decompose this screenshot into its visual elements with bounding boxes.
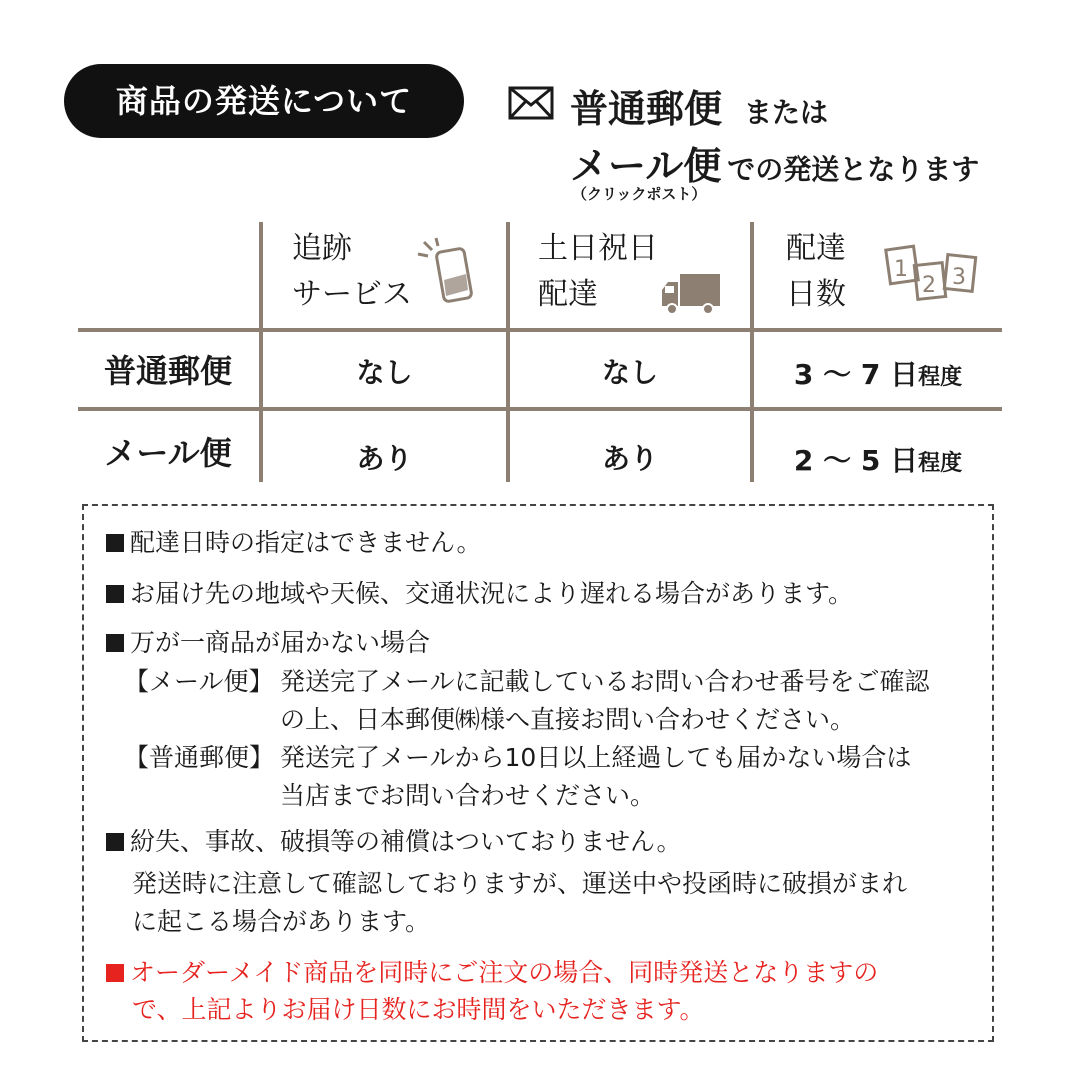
bullet-square-icon [106,534,124,552]
column-header-days: 配達 日数 [786,231,846,312]
mail-service-label: メール便 [570,144,722,188]
svg-text:2: 2 [922,273,936,298]
cell-mail-days: 2 ～ 5 日程度 [793,444,963,477]
note-not-delivered: 万が一商品が届かない場合 [106,623,430,659]
bullet-square-icon [106,634,124,652]
regular-mail-label: 普通郵便 [570,87,723,131]
numbered-cards-icon [884,238,984,304]
note-no-compensation: 紛失、事故、破損等の補償はついておりません。 [106,822,682,858]
bullet-square-icon [106,585,124,603]
note-mail-service-text1: 発送完了メールに記載しているお問い合わせ番号をご確認 [280,667,930,696]
shipping-method-line2 [570,135,979,190]
alert-square-icon [106,964,124,982]
note-custom-order-line2: で、上記よりお届け日数にお時間をいただきます。 [132,995,705,1024]
note-no-compensation-line3: に起こる場合があります。 [132,907,431,936]
column-header-tracking: 追跡 サービス [292,231,412,312]
shipping-suffix-text: での発送となります [727,153,980,186]
svg-text:1: 1 [894,257,908,282]
table-divider-h1 [78,328,1002,332]
click-post-note: （クリックポスト） [572,185,707,203]
smartphone-icon [414,236,474,306]
note-mail-service-label: 【メール便】 [124,667,274,696]
column-header-weekend: 土日祝日 配達 [538,231,658,312]
bullet-square-icon [106,833,124,851]
note-possible-delay: お届け先の地域や天候、交通状況により遅れる場合があります。 [106,574,853,610]
row-label-mail-service: メール便 [104,434,232,472]
envelope-icon [508,86,554,120]
note-custom-order: オーダーメイド商品を同時にご注文の場合、同時発送となりますの [106,953,878,989]
table-divider-h2 [78,407,1002,411]
cell-regular-tracking: なし [356,356,413,389]
truck-icon [660,272,722,316]
section-title: 商品の発送について [64,64,464,138]
shipping-method-line1 [570,78,828,133]
note-regular-mail-label: 【普通郵便】 [124,743,275,772]
cell-mail-weekend: あり [601,442,658,475]
note-regular-mail-text1: 発送完了メールから10日以上経過しても届かない場合は [280,743,912,772]
cell-mail-tracking: あり [356,442,413,475]
note-no-delivery-date: 配達日時の指定はできません。 [106,523,482,559]
note-no-compensation-line2: 発送時に注意して確認しておりますが、運送中や投函時に破損がまれ [132,869,908,898]
note-regular-mail-text2: 当店までお問い合わせください。 [280,781,656,810]
cell-regular-weekend: なし [601,356,658,389]
row-label-regular-mail: 普通郵便 [103,352,232,390]
cell-regular-days: 3 ～ 7 日程度 [793,358,963,391]
note-mail-service-text2: の上、日本郵便㈱様へ直接お問い合わせください。 [280,705,856,734]
svg-text:3: 3 [952,265,966,290]
or-text: または [744,96,829,129]
